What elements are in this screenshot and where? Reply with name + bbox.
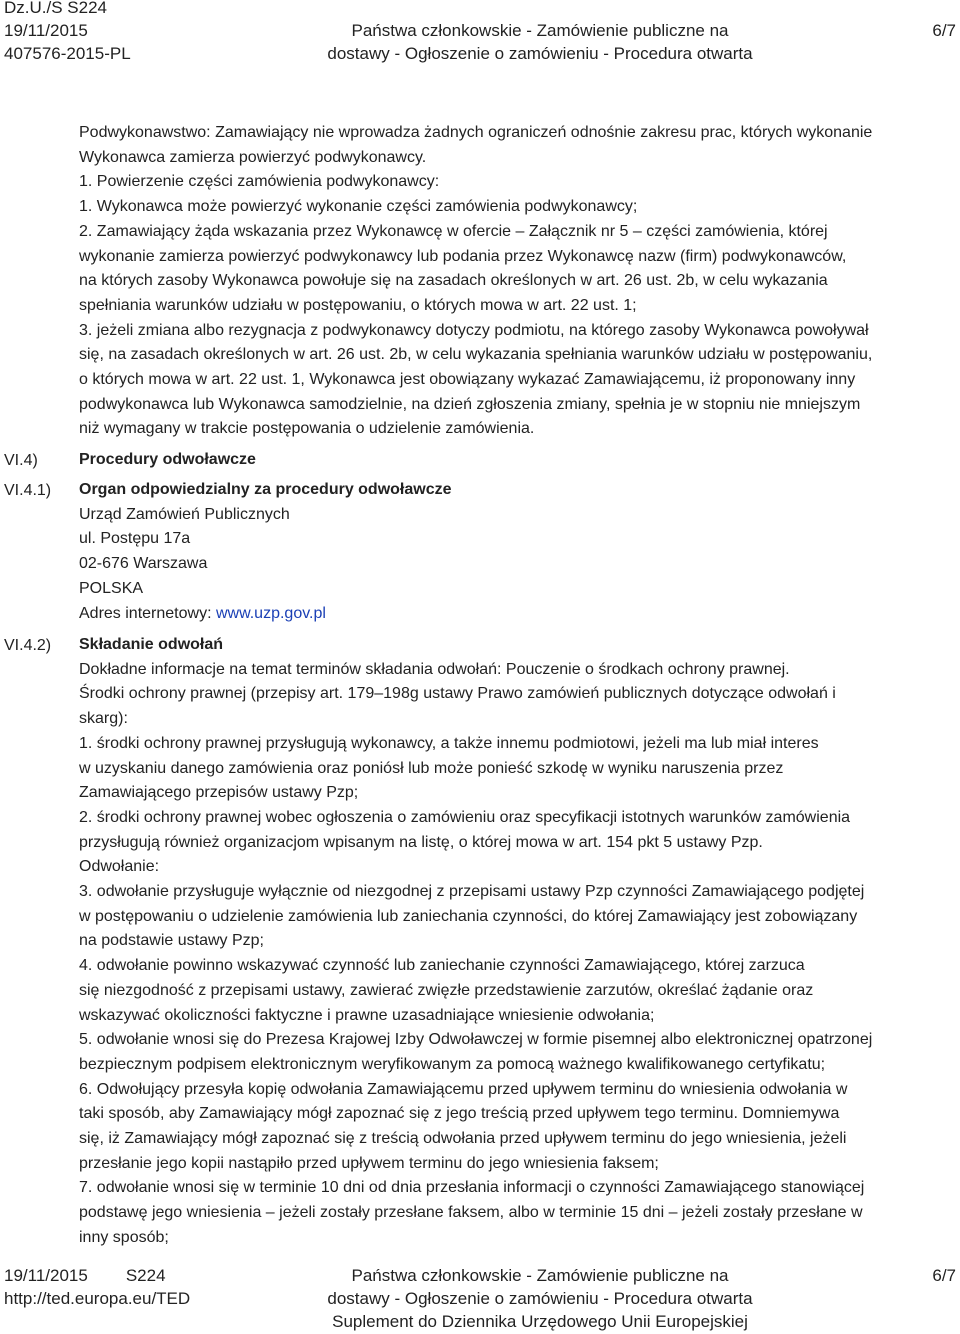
text-line: przysługują również organizacjom wpisanym na listę, o której mowa w art. 154 pkt 5 ustawy Pzp. bbox=[79, 833, 763, 851]
text-line: podwykonawca lub Wykonawca samodzielnie, na dzień zgłoszenia zmiany, spełnia je w stopniu nie mniejszym bbox=[79, 395, 861, 413]
review-body-section bbox=[79, 478, 959, 626]
text-line: o których mowa w art. 22 ust. 1, Wykonawca jest obowiązany wykazać Zamawiającemu, iż proponowany inny bbox=[79, 371, 856, 389]
section-heading-review-body: Organ odpowiedzialny za procedury odwoławcze bbox=[79, 481, 452, 498]
text-line: podstawę jego wniesienia – jeżeli zostały przesłane faksem, albo w terminie 15 dni – jeżeli zostały przesłane w bbox=[79, 1204, 863, 1222]
footer-title-line: dostawy - Ogłoszenie o zamówieniu - Procedura otwarta bbox=[327, 1289, 753, 1308]
journal-date: 19/11/2015 bbox=[4, 21, 88, 40]
text-line: w postępowaniu o udzielenie zamówienia lub zaniechania czynności, do której Zamawiający jest zobowiązany bbox=[79, 907, 858, 925]
text-line: w uzyskaniu danego zamówienia oraz poniósł lub może ponieść szkodę w wyniku naruszenia przez bbox=[79, 759, 784, 777]
section-heading-lodging-appeals: Składanie odwołań bbox=[79, 636, 224, 653]
section-heading-appeals: Procedury odwoławcze bbox=[79, 451, 256, 468]
notice-number: 407576-2015-PL bbox=[4, 44, 131, 63]
address-line: POLSKA bbox=[79, 579, 144, 597]
text-line: 6. Odwołujący przesyła kopię odwołania Zamawiającemu przed upływem terminu do wniesienia odwołania w bbox=[79, 1080, 848, 1098]
footer-date: 19/11/2015 bbox=[4, 1266, 88, 1285]
text-line: 1. Powierzenie części zamówienia podwykonawcy: bbox=[79, 173, 440, 191]
section-label-vi42: VI.4.2) bbox=[4, 637, 52, 654]
text-line: na których zasoby Wykonawca powołuje się na zasadach określonych w art. 26 ust. 2b, w celu wykazania bbox=[79, 272, 828, 290]
subcontracting-text bbox=[79, 121, 959, 442]
text-line: 1. Wykonawca może powierzyć wykonanie części zamówienia podwykonawcy; bbox=[79, 198, 638, 216]
text-line: Środki ochrony prawnej (przepisy art. 179–198g ustawy Prawo zamówień publicznych dotyczące odwołań i bbox=[79, 685, 836, 703]
text-line: wykonanie zamierza powierzyć podwykonawcy lub podania przez Wykonawcę nazw (firm) podwykonawców, bbox=[79, 247, 847, 265]
text-line: się, na zasadach określonych w art. 26 ust. 2b, w celu wykazania spełniania warunków udziału w postępowaniu, bbox=[79, 346, 873, 364]
text-line: inny sposób; bbox=[79, 1228, 169, 1246]
footer-title bbox=[0, 1264, 960, 1333]
footer-page-number: 6/7 bbox=[932, 1266, 956, 1285]
text-line: niż wymagany w trakcie postępowania o udzielenie zamówienia. bbox=[79, 420, 535, 438]
text-line: 5. odwołanie wnosi się do Prezesa Krajowej Izby Odwoławczej w formie pisemnej albo elektronicznej opatrzonej bbox=[79, 1031, 873, 1049]
footer-title-line: Suplement do Dziennika Urzędowego Unii Europejskiej bbox=[332, 1312, 748, 1331]
address-line: Urząd Zamówień Publicznych bbox=[79, 505, 290, 523]
footer-url-link[interactable]: http://ted.europa.eu/TED bbox=[4, 1289, 191, 1308]
address-line: ul. Postępu 17a bbox=[79, 530, 191, 548]
text-line: się, iż Zamawiający mógł zapoznać się z treścią odwołania przed upływem terminu do jego wniesienia, jeżeli bbox=[79, 1130, 847, 1148]
section-label-vi41: VI.4.1) bbox=[4, 482, 52, 499]
text-line: przesłanie jego kopii nastąpiło przed upływem terminu do jego wniesienia faksem; bbox=[79, 1154, 659, 1172]
text-line: Wykonawca zamierza powierzyć podwykonawcy. bbox=[79, 148, 427, 166]
text-line: spełniania warunków udziału w postępowaniu, o których mowa w art. 22 ust. 1; bbox=[79, 296, 637, 314]
text-line: Podwykonawstwo: Zamawiający nie wprowadza żadnych ograniczeń odnośnie zakresu prac, których wykonanie bbox=[79, 124, 873, 141]
header-title bbox=[0, 19, 960, 65]
text-line: 2. Zamawiający żąda wskazania przez Wykonawcę w ofercie – Załącznik nr 5 – części zamówienia, której bbox=[79, 222, 828, 240]
text-line: Zamawiającego przepisów ustawy Pzp; bbox=[79, 784, 359, 802]
header-title-line: Państwa członkowskie - Zamówienie publiczne na bbox=[351, 21, 729, 40]
text-line: 4. odwołanie powinno wskazywać czynność lub zaniechanie czynności Zamawiającego, której zarzuca bbox=[79, 957, 805, 975]
text-line: 1. środki ochrony prawnej przysługują wykonawcy, a także innemu podmiotowi, jeżeli ma lub miał interes bbox=[79, 734, 819, 752]
text-line: się niezgodność z przepisami ustawy, zawierać zwięzłe przedstawienie zarzutów, określać żądanie oraz bbox=[79, 981, 814, 999]
footer-code: S224 bbox=[125, 1266, 166, 1285]
header-title-line: dostawy - Ogłoszenie o zamówieniu - Procedura otwarta bbox=[327, 44, 753, 63]
web-address-link[interactable]: www.uzp.gov.pl bbox=[215, 604, 326, 622]
text-line: na podstawie ustawy Pzp; bbox=[79, 932, 264, 950]
text-line: wskazywać okoliczności faktyczne i prawne uzasadniające wniesienie odwołania; bbox=[79, 1006, 655, 1024]
section-label-vi4: VI.4) bbox=[4, 452, 38, 469]
text-line: bezpiecznym podpisem elektronicznym weryfikowanym za pomocą ważnego kwalifikowanego certyfikatu; bbox=[79, 1055, 826, 1073]
text-line: 7. odwołanie wnosi się w terminie 10 dni od dnia przesłania informacji o czynności Zamawiającego stanowiącej bbox=[79, 1179, 865, 1197]
text-line: 2. środki ochrony prawnej wobec ogłoszenia o zamówieniu oraz specyfikacji istotnych warunków zamówienia bbox=[79, 808, 851, 826]
appeals-section bbox=[79, 633, 959, 1251]
text-line: Dokładne informacje na temat terminów składania odwołań: Pouczenie o środkach ochrony prawnej. bbox=[79, 660, 790, 678]
address-line: 02-676 Warszawa bbox=[79, 555, 208, 573]
journal-code: Dz.U./S S224 bbox=[4, 0, 107, 17]
web-address bbox=[79, 602, 959, 627]
header-page-number: 6/7 bbox=[932, 21, 956, 40]
text-line: 3. jeżeli zmiana albo rezygnacja z podwykonawcy dotyczy podmiotu, na którego zasoby Wykonawca powoływał bbox=[79, 321, 869, 339]
text-line: Odwołanie: bbox=[79, 858, 160, 876]
web-address-label: Adres internetowy: bbox=[79, 604, 216, 622]
text-line: taki sposób, aby Zamawiający mógł zapoznać się z jego treścią przed upływem tego terminu. Domniemywa bbox=[79, 1105, 840, 1123]
text-line: skarg): bbox=[79, 710, 128, 728]
text-line: 3. odwołanie przysługuje wyłącznie od niezgodnej z przepisami ustawy Pzp czynności Zamawiającego podjętej bbox=[79, 883, 865, 901]
footer-title-line: Państwa członkowskie - Zamówienie publiczne na bbox=[351, 1266, 729, 1285]
